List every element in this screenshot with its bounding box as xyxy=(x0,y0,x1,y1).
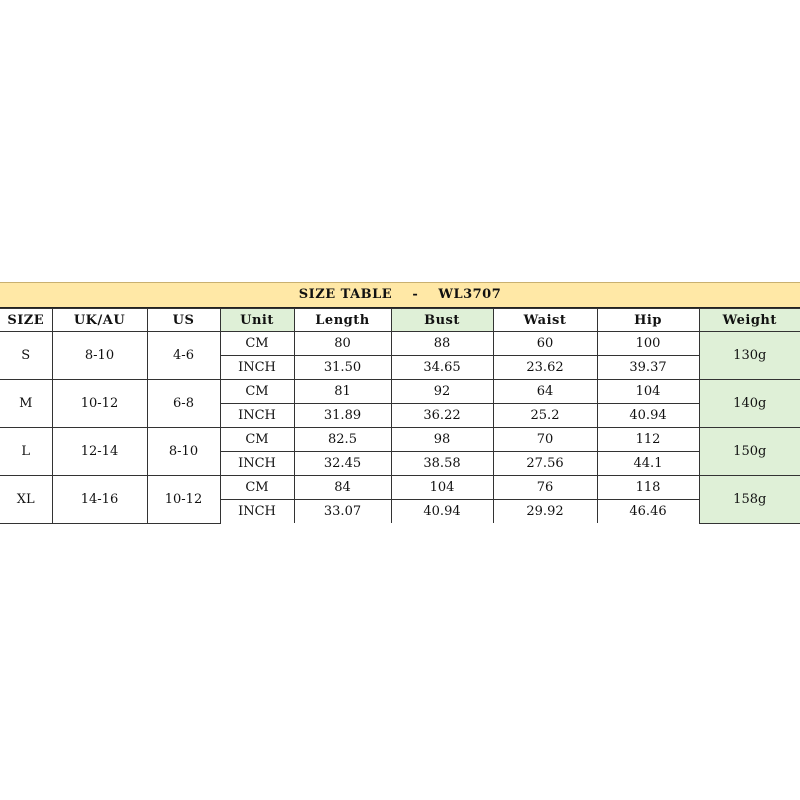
weight-cell: 140g xyxy=(699,380,800,428)
uk-au-cell: 8-10 xyxy=(52,332,147,380)
header-size: SIZE xyxy=(0,309,52,332)
header-length: Length xyxy=(294,309,391,332)
bust-cell: 104 xyxy=(391,476,493,500)
waist-cell: 23.62 xyxy=(493,356,597,380)
length-cell: 81 xyxy=(294,380,391,404)
unit-cell: INCH xyxy=(220,452,294,476)
waist-cell: 70 xyxy=(493,428,597,452)
length-cell: 32.45 xyxy=(294,452,391,476)
table-row xyxy=(0,428,800,452)
hip-cell: 118 xyxy=(597,476,699,500)
waist-cell: 76 xyxy=(493,476,597,500)
size-cell: S xyxy=(0,332,52,380)
us-cell: 6-8 xyxy=(147,380,220,428)
title-label: SIZE TABLE xyxy=(298,287,393,302)
weight-cell: 150g xyxy=(699,428,800,476)
unit-cell: INCH xyxy=(220,356,294,380)
waist-cell: 64 xyxy=(493,380,597,404)
hip-cell: 46.46 xyxy=(597,500,699,524)
hip-cell: 104 xyxy=(597,380,699,404)
bust-cell: 34.65 xyxy=(391,356,493,380)
size-cell: L xyxy=(0,428,52,476)
waist-cell: 60 xyxy=(493,332,597,356)
weight-cell: 130g xyxy=(699,332,800,380)
unit-cell: INCH xyxy=(220,500,294,524)
bust-cell: 38.58 xyxy=(391,452,493,476)
hip-cell: 44.1 xyxy=(597,452,699,476)
header-row xyxy=(0,309,800,332)
weight-cell: 158g xyxy=(699,476,800,524)
header-bust: Bust xyxy=(391,309,493,332)
length-cell: 84 xyxy=(294,476,391,500)
waist-cell: 29.92 xyxy=(493,500,597,524)
title-code: WL3707 xyxy=(438,287,502,302)
header-hip: Hip xyxy=(597,309,699,332)
us-cell: 4-6 xyxy=(147,332,220,380)
size-cell: M xyxy=(0,380,52,428)
table-row xyxy=(0,332,800,356)
us-cell: 10-12 xyxy=(147,476,220,524)
size-table xyxy=(0,308,800,524)
uk-au-cell: 14-16 xyxy=(52,476,147,524)
bust-cell: 36.22 xyxy=(391,404,493,428)
unit-cell: CM xyxy=(220,428,294,452)
waist-cell: 27.56 xyxy=(493,452,597,476)
unit-cell: INCH xyxy=(220,404,294,428)
table-row xyxy=(0,476,800,500)
unit-cell: CM xyxy=(220,476,294,500)
bust-cell: 98 xyxy=(391,428,493,452)
header-weight: Weight xyxy=(699,309,800,332)
bust-cell: 88 xyxy=(391,332,493,356)
hip-cell: 39.37 xyxy=(597,356,699,380)
us-cell: 8-10 xyxy=(147,428,220,476)
hip-cell: 40.94 xyxy=(597,404,699,428)
length-cell: 33.07 xyxy=(294,500,391,524)
size-table-sheet xyxy=(0,282,800,524)
bust-cell: 92 xyxy=(391,380,493,404)
unit-cell: CM xyxy=(220,380,294,404)
bust-cell: 40.94 xyxy=(391,500,493,524)
length-cell: 80 xyxy=(294,332,391,356)
table-title xyxy=(0,282,800,308)
title-separator: - xyxy=(412,287,419,302)
length-cell: 31.89 xyxy=(294,404,391,428)
header-us: US xyxy=(147,309,220,332)
uk-au-cell: 10-12 xyxy=(52,380,147,428)
header-waist: Waist xyxy=(493,309,597,332)
hip-cell: 100 xyxy=(597,332,699,356)
waist-cell: 25.2 xyxy=(493,404,597,428)
size-cell: XL xyxy=(0,476,52,524)
uk-au-cell: 12-14 xyxy=(52,428,147,476)
unit-cell: CM xyxy=(220,332,294,356)
header-unit: Unit xyxy=(220,309,294,332)
header-uk-au: UK/AU xyxy=(52,309,147,332)
length-cell: 82.5 xyxy=(294,428,391,452)
length-cell: 31.50 xyxy=(294,356,391,380)
hip-cell: 112 xyxy=(597,428,699,452)
table-row xyxy=(0,380,800,404)
